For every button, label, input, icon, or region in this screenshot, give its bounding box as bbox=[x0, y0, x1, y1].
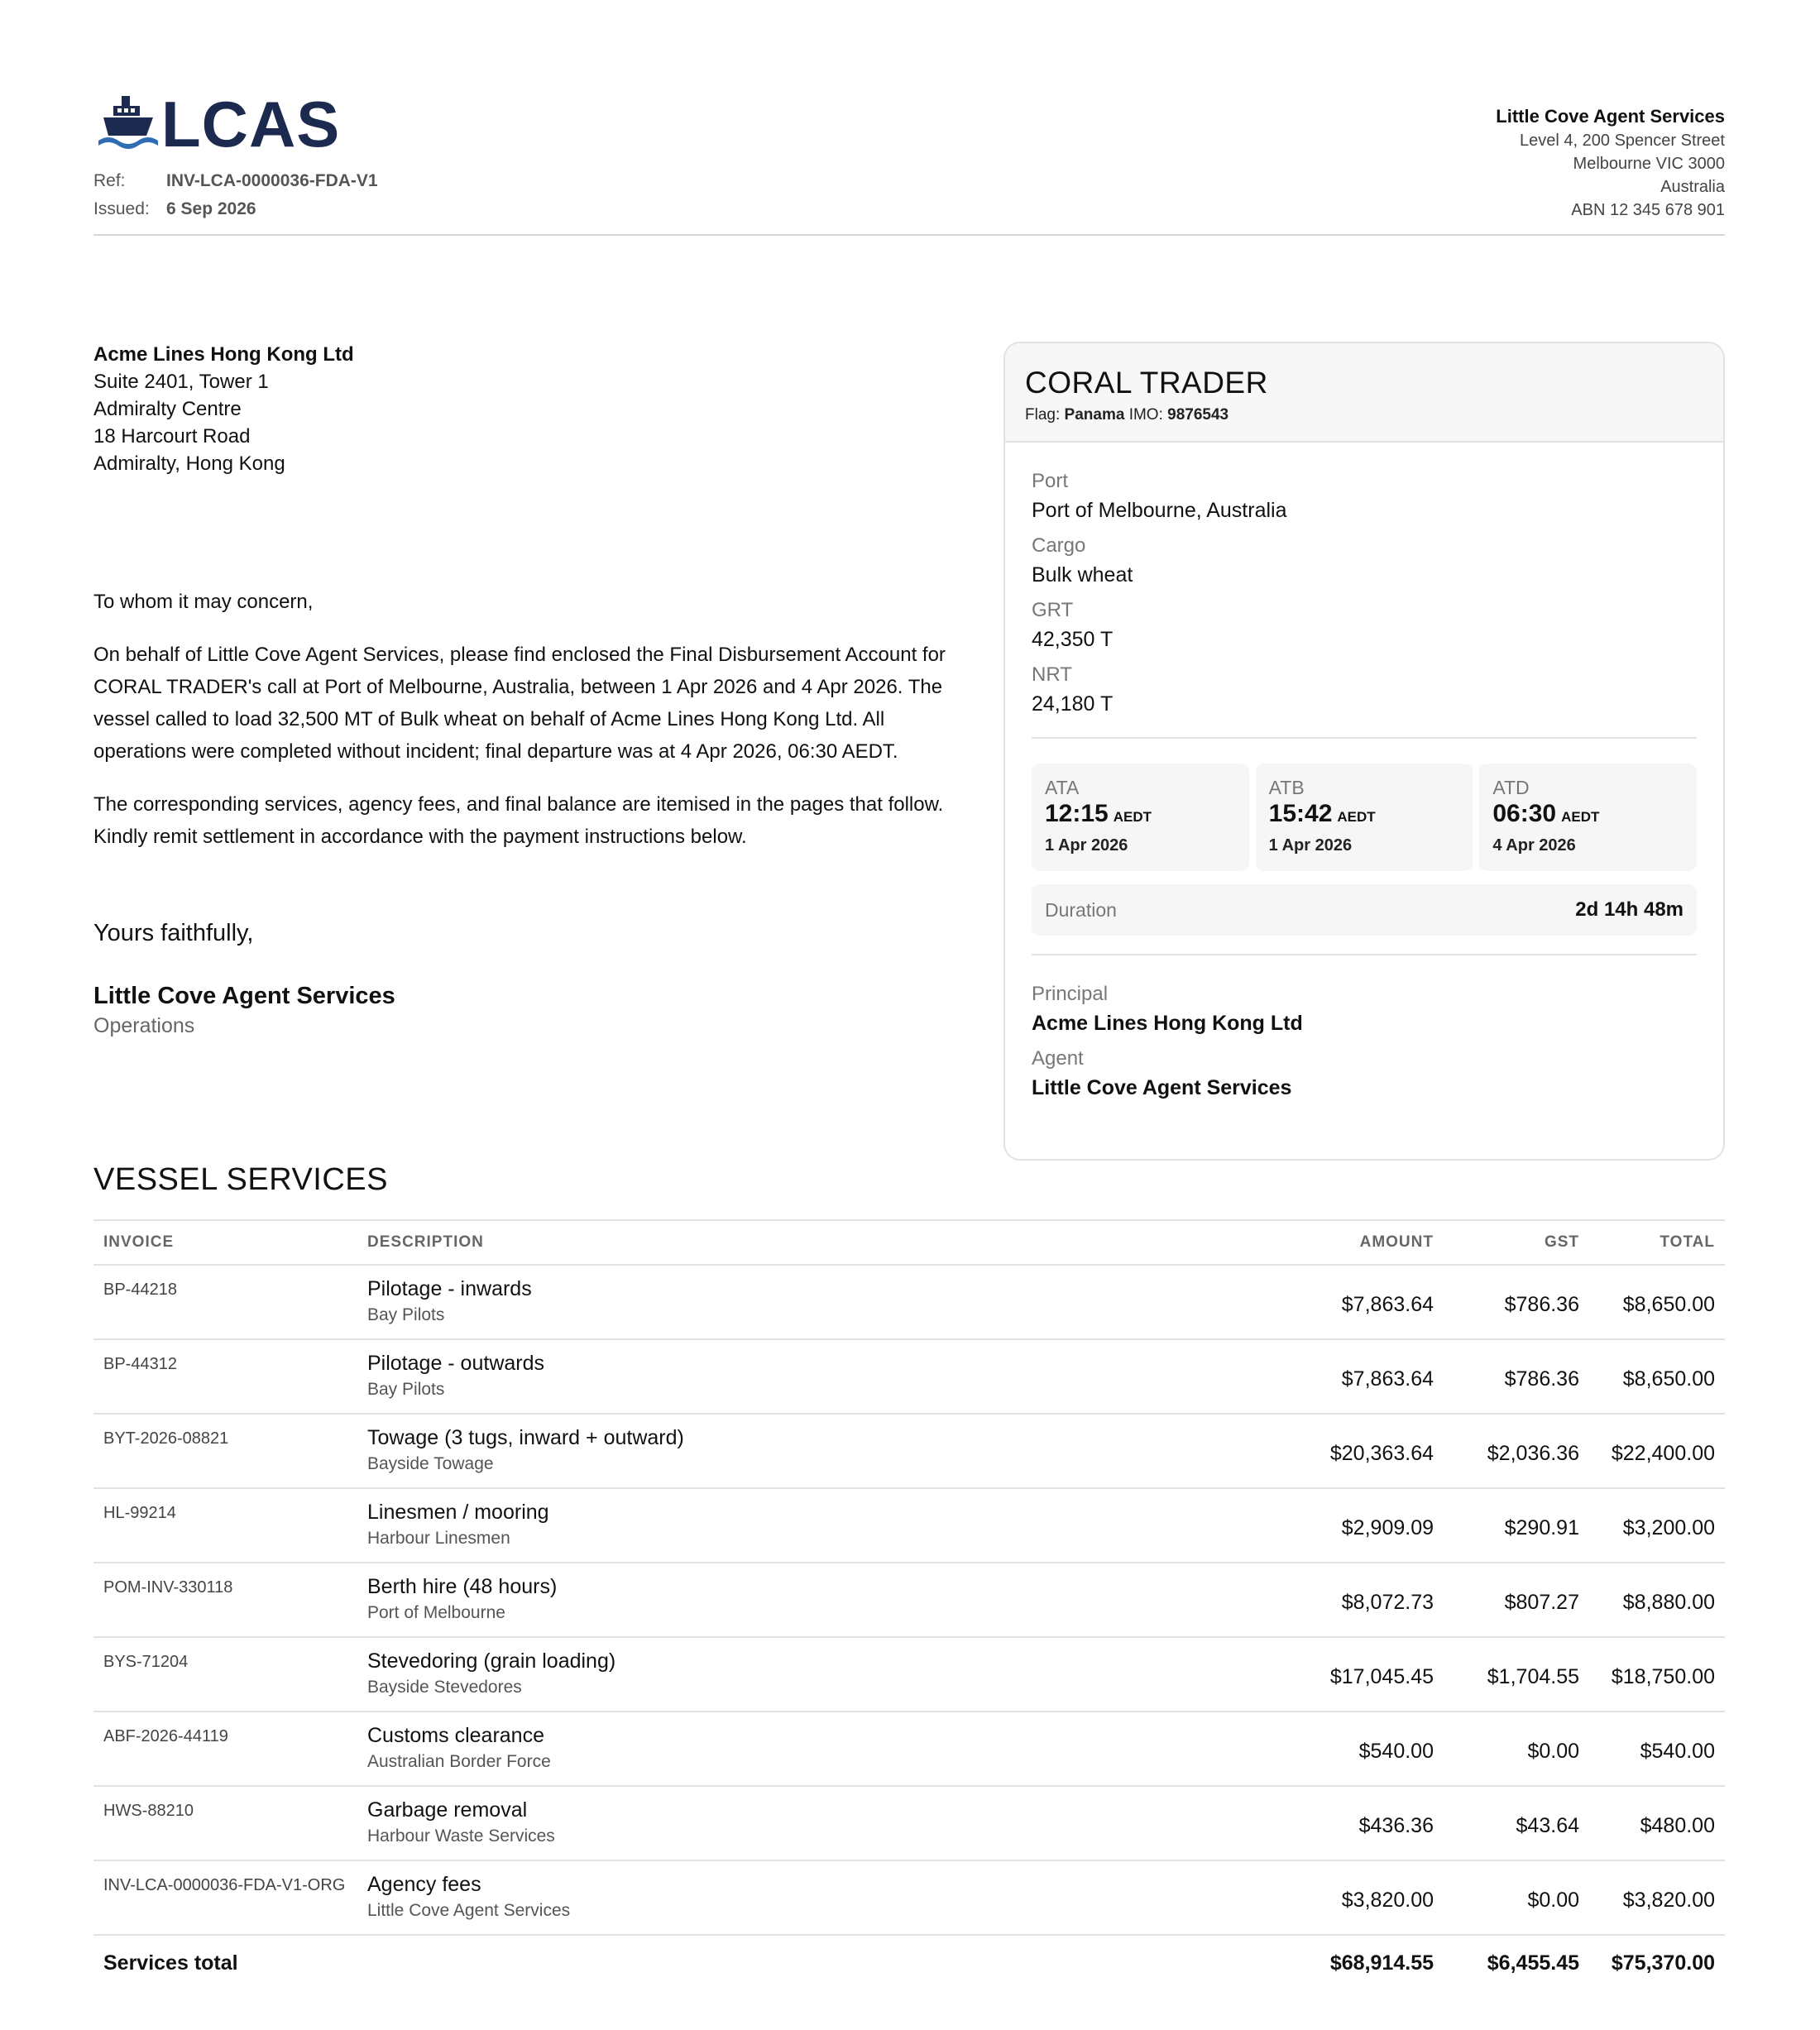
time-value: 06:30 bbox=[1492, 800, 1557, 827]
amount-cell: $2,909.09 bbox=[1341, 1516, 1434, 1539]
table-row bbox=[93, 1861, 1725, 1936]
total-cell: $8,880.00 bbox=[1622, 1591, 1715, 1614]
total-cell: $540.00 bbox=[1640, 1740, 1715, 1763]
duration-label: Duration bbox=[1045, 898, 1117, 921]
issued-value: 6 Sep 2026 bbox=[166, 199, 256, 218]
letter-salutation: To whom it may concern, bbox=[93, 591, 314, 613]
service-vendor: Harbour Linesmen bbox=[367, 1529, 510, 1548]
column-header-total: TOTAL bbox=[1660, 1233, 1715, 1251]
imo-label: IMO: bbox=[1128, 406, 1163, 424]
grt-value: 42,350 T bbox=[1032, 628, 1114, 651]
column-header-invoice: INVOICE bbox=[103, 1233, 175, 1251]
letter-paragraph-1: On behalf of Little Cove Agent Services, please find enclosed the Final Disbursement Account for CORAL TRADER's call at Port of Melbourne, Australia, between 1 Apr 2026 and 4 Apr 2026. The vessel called to load 32,500 MT of Bulk wheat on behalf of Acme Lines Hong Kong Ltd. All operations were completed without incident; final departure was at 4 Apr 2026, 06:30 AEDT. bbox=[93, 644, 946, 763]
invoice-number: BYT-2026-08821 bbox=[103, 1429, 229, 1448]
table-row bbox=[93, 1787, 1725, 1861]
recipient-name: Acme Lines Hong Kong Ltd bbox=[93, 343, 354, 366]
services-total-row bbox=[93, 1936, 1725, 1990]
services-table bbox=[93, 1219, 1725, 1990]
time-box-atd bbox=[1479, 764, 1697, 871]
amount-cell: $436.36 bbox=[1358, 1814, 1434, 1837]
time-date: 4 Apr 2026 bbox=[1492, 836, 1576, 855]
service-name: Berth hire (48 hours) bbox=[367, 1575, 558, 1598]
company-country: Australia bbox=[1660, 178, 1725, 196]
table-row bbox=[93, 1712, 1725, 1787]
amount-cell: $3,820.00 bbox=[1341, 1889, 1434, 1912]
company-address-line2: Melbourne VIC 3000 bbox=[1573, 155, 1725, 173]
signature-name: Little Cove Agent Services bbox=[93, 983, 395, 1009]
time-label: ATB bbox=[1268, 777, 1305, 798]
gst-cell: $786.36 bbox=[1504, 1293, 1579, 1316]
total-cell: $480.00 bbox=[1640, 1814, 1715, 1837]
invoice-number: HL-99214 bbox=[103, 1504, 176, 1522]
amount-cell: $17,045.45 bbox=[1329, 1665, 1434, 1688]
service-description bbox=[367, 1861, 1276, 1934]
flag-label: Flag: bbox=[1025, 406, 1061, 424]
total-cell: $18,750.00 bbox=[1611, 1665, 1715, 1688]
duration-box bbox=[1032, 884, 1697, 936]
table-header bbox=[93, 1221, 1725, 1266]
invoice-number: BP-44218 bbox=[103, 1281, 177, 1299]
invoice-number: ABF-2026-44119 bbox=[103, 1727, 228, 1745]
principal-label: Principal bbox=[1032, 983, 1109, 1005]
gst-cell: $1,704.55 bbox=[1487, 1665, 1579, 1688]
flag-value: Panama bbox=[1064, 406, 1125, 424]
table-row bbox=[93, 1340, 1725, 1415]
invoice-number: BYS-71204 bbox=[103, 1653, 189, 1671]
service-name: Towage (3 tugs, inward + outward) bbox=[367, 1426, 684, 1449]
time-label: ATA bbox=[1045, 777, 1080, 798]
arrival-times bbox=[1032, 764, 1697, 871]
company-address bbox=[1496, 104, 1725, 222]
time-date: 1 Apr 2026 bbox=[1045, 836, 1128, 855]
company-name: Little Cove Agent Services bbox=[1496, 106, 1725, 127]
issued-label: Issued: bbox=[93, 199, 150, 218]
total-cell: $3,200.00 bbox=[1622, 1516, 1715, 1539]
service-description bbox=[367, 1563, 1276, 1636]
service-description bbox=[367, 1415, 1276, 1487]
imo-value: 9876543 bbox=[1167, 406, 1229, 424]
services-title: VESSEL SERVICES bbox=[93, 1162, 388, 1197]
total-cell: $22,400.00 bbox=[1611, 1442, 1715, 1465]
ref-value: INV-LCA-0000036-FDA-V1 bbox=[166, 171, 378, 190]
table-row bbox=[93, 1415, 1725, 1489]
total-gst: $6,455.45 bbox=[1487, 1951, 1579, 1975]
service-description bbox=[367, 1266, 1276, 1338]
document-header bbox=[93, 88, 1725, 236]
gst-cell: $0.00 bbox=[1527, 1889, 1579, 1912]
cargo-value: Bulk wheat bbox=[1032, 563, 1133, 586]
time-label: ATD bbox=[1492, 777, 1530, 798]
cargo-label: Cargo bbox=[1032, 534, 1086, 557]
service-description bbox=[367, 1638, 1276, 1711]
letter-paragraph-2: The corresponding services, agency fees, and final balance are itemised in the pages that follow. Kindly remit settlement in accordance with the payment instructions below. bbox=[93, 793, 944, 848]
document-meta bbox=[93, 167, 378, 223]
gst-cell: $2,036.36 bbox=[1487, 1442, 1579, 1465]
agent-value: Little Cove Agent Services bbox=[1032, 1076, 1292, 1099]
service-name: Stevedoring (grain loading) bbox=[367, 1649, 616, 1673]
company-address-line1: Level 4, 200 Spencer Street bbox=[1520, 132, 1725, 150]
table-row bbox=[93, 1266, 1725, 1340]
recipient-line2: Admiralty Centre bbox=[93, 398, 242, 420]
invoice-number: INV-LCA-0000036-FDA-V1-ORG bbox=[103, 1876, 346, 1894]
letter-signoff: Yours faithfully, bbox=[93, 920, 254, 946]
gst-cell: $290.91 bbox=[1504, 1516, 1579, 1539]
service-name: Customs clearance bbox=[367, 1724, 544, 1747]
service-name: Pilotage - outwards bbox=[367, 1352, 545, 1375]
total-amount: $68,914.55 bbox=[1329, 1951, 1434, 1975]
gst-cell: $0.00 bbox=[1527, 1740, 1579, 1763]
service-name: Linesmen / mooring bbox=[367, 1501, 549, 1524]
service-description bbox=[367, 1489, 1276, 1562]
gst-cell: $43.64 bbox=[1516, 1814, 1579, 1837]
column-header-description: DESCRIPTION bbox=[367, 1233, 484, 1251]
recipient-line3: 18 Harcourt Road bbox=[93, 425, 251, 448]
service-description bbox=[367, 1340, 1276, 1413]
timezone: AEDT bbox=[1561, 809, 1600, 825]
invoice-number: POM-INV-330118 bbox=[103, 1578, 233, 1597]
table-row bbox=[93, 1489, 1725, 1563]
service-vendor: Port of Melbourne bbox=[367, 1603, 505, 1622]
gst-cell: $786.36 bbox=[1504, 1367, 1579, 1391]
card-divider bbox=[1032, 954, 1697, 955]
service-description bbox=[367, 1787, 1276, 1860]
column-header-amount: AMOUNT bbox=[1359, 1233, 1434, 1251]
vessel-card bbox=[1003, 342, 1725, 1161]
service-name: Agency fees bbox=[367, 1873, 481, 1896]
total-cell: $3,820.00 bbox=[1622, 1889, 1715, 1912]
vessel-card-body bbox=[1005, 443, 1723, 1103]
ref-label: Ref: bbox=[93, 171, 126, 190]
duration-value: 2d 14h 48m bbox=[1575, 898, 1684, 921]
principal-value: Acme Lines Hong Kong Ltd bbox=[1032, 1012, 1303, 1035]
service-description bbox=[367, 1712, 1276, 1785]
table-row bbox=[93, 1563, 1725, 1638]
recipient-address bbox=[93, 341, 354, 477]
vessel-flag-imo bbox=[1025, 406, 1703, 424]
logo-text: LCAS bbox=[161, 88, 341, 160]
invoice-number: HWS-88210 bbox=[103, 1802, 194, 1820]
signature-role: Operations bbox=[93, 1014, 195, 1037]
amount-cell: $20,363.64 bbox=[1329, 1442, 1434, 1465]
column-header-gst: GST bbox=[1544, 1233, 1579, 1251]
service-vendor: Australian Border Force bbox=[367, 1752, 551, 1771]
service-name: Garbage removal bbox=[367, 1798, 528, 1822]
recipient-line4: Admiralty, Hong Kong bbox=[93, 452, 285, 475]
company-logo bbox=[97, 88, 341, 160]
service-vendor: Bay Pilots bbox=[367, 1380, 445, 1399]
time-box-atb bbox=[1256, 764, 1473, 871]
service-vendor: Bay Pilots bbox=[367, 1305, 445, 1324]
cover-letter bbox=[93, 586, 979, 874]
time-value: 15:42 bbox=[1268, 800, 1333, 827]
port-label: Port bbox=[1032, 470, 1069, 492]
ship-icon bbox=[97, 94, 160, 154]
time-box-ata bbox=[1032, 764, 1249, 871]
table-body bbox=[93, 1266, 1725, 1936]
timezone: AEDT bbox=[1337, 809, 1376, 825]
amount-cell: $540.00 bbox=[1358, 1740, 1434, 1763]
timezone: AEDT bbox=[1113, 809, 1152, 825]
grt-label: GRT bbox=[1032, 599, 1074, 621]
recipient-line1: Suite 2401, Tower 1 bbox=[93, 371, 269, 393]
service-vendor: Bayside Towage bbox=[367, 1454, 494, 1473]
amount-cell: $7,863.64 bbox=[1341, 1367, 1434, 1391]
amount-cell: $7,863.64 bbox=[1341, 1293, 1434, 1316]
service-vendor: Little Cove Agent Services bbox=[367, 1901, 571, 1920]
company-abn: ABN 12 345 678 901 bbox=[1571, 201, 1725, 219]
nrt-value: 24,180 T bbox=[1032, 692, 1114, 716]
service-vendor: Harbour Waste Services bbox=[367, 1827, 555, 1846]
port-value: Port of Melbourne, Australia bbox=[1032, 499, 1287, 522]
vessel-name: CORAL TRADER bbox=[1025, 366, 1268, 400]
total-total: $75,370.00 bbox=[1611, 1951, 1715, 1975]
table-row bbox=[93, 1638, 1725, 1712]
agent-label: Agent bbox=[1032, 1047, 1084, 1070]
total-cell: $8,650.00 bbox=[1622, 1293, 1715, 1316]
gst-cell: $807.27 bbox=[1504, 1591, 1579, 1614]
card-divider bbox=[1032, 737, 1697, 739]
service-vendor: Bayside Stevedores bbox=[367, 1678, 522, 1697]
service-name: Pilotage - inwards bbox=[367, 1277, 532, 1300]
time-value: 12:15 bbox=[1045, 800, 1109, 827]
total-cell: $8,650.00 bbox=[1622, 1367, 1715, 1391]
total-label: Services total bbox=[103, 1951, 238, 1975]
vessel-card-header bbox=[1005, 343, 1723, 443]
amount-cell: $8,072.73 bbox=[1341, 1591, 1434, 1614]
nrt-label: NRT bbox=[1032, 663, 1072, 686]
invoice-number: BP-44312 bbox=[103, 1355, 177, 1373]
invoice-page bbox=[93, 0, 1725, 2030]
time-date: 1 Apr 2026 bbox=[1268, 836, 1353, 855]
